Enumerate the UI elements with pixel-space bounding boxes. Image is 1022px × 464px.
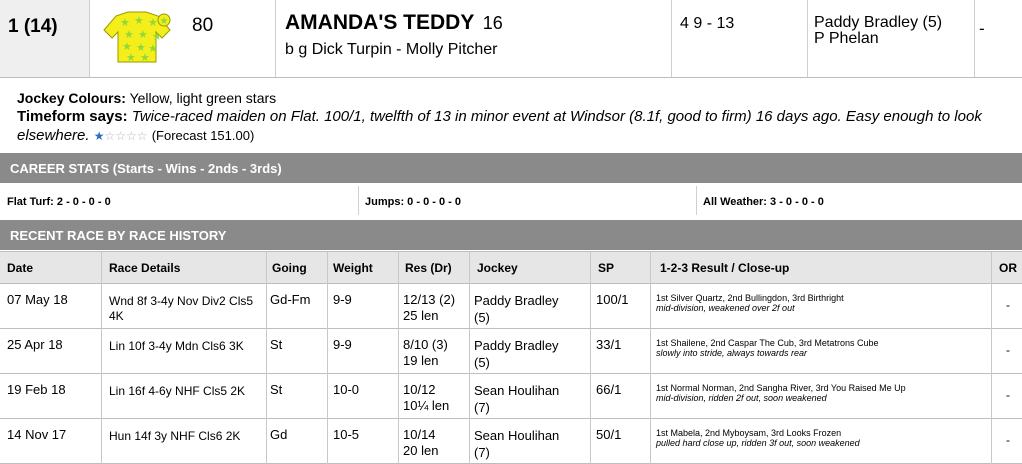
timeform-text: Twice-raced maiden on Flat. 100/1, twelfth of 13 in minor event at Windsor (8.1f, good to firm) 16 days ago. Easy enough to look elsewhere. [17, 108, 982, 144]
col-jockey: Jockey [477, 261, 518, 275]
going: St [270, 382, 283, 397]
jockey-name: Sean Houlihan [474, 428, 560, 443]
horse-age: 16 [482, 13, 503, 33]
divider [650, 251, 651, 464]
colours-value: Yellow, light green stars [129, 90, 277, 106]
svg-text:★: ★ [120, 16, 130, 29]
svg-text:★: ★ [148, 16, 158, 29]
career-stats-header: CAREER STATS (Starts - Wins - 2nds - 3rds) [0, 153, 1022, 183]
race-date: 19 Feb 18 [7, 382, 66, 397]
svg-text:★: ★ [126, 51, 136, 64]
svg-text:★: ★ [152, 30, 162, 43]
starting-price: 66/1 [596, 382, 622, 397]
result-draw [403, 382, 449, 414]
star-icon-empty: ☆☆☆☆ [104, 129, 148, 143]
divider [590, 251, 591, 464]
beaten-distance: 19 len [403, 353, 439, 368]
official-rating: - [1006, 433, 1010, 447]
svg-text:★: ★ [148, 42, 158, 55]
extra-value: - [974, 0, 1022, 77]
timeform-comment [17, 107, 1010, 146]
close-up-comment: slowly into stride, always towards rear [656, 348, 808, 358]
beaten-distance: 10¼ len [403, 398, 450, 413]
result-draw [403, 337, 448, 369]
close-up-comment: mid-division, ridden 2f out, soon weakened [656, 393, 827, 403]
placings: 1st Silver Quartz, 2nd Bullingdon, 3rd Birthright [656, 293, 844, 303]
timeform-label: Timeform says: [17, 108, 128, 125]
official-rating: - [1006, 298, 1010, 312]
result-closeup [656, 383, 906, 403]
weight: 9-9 [333, 292, 352, 307]
divider [469, 251, 470, 464]
form-figures: 4 9 - 13 [672, 0, 808, 77]
official-rating: - [1006, 388, 1010, 402]
svg-text:★: ★ [134, 14, 144, 27]
result-draw [403, 292, 455, 324]
result-closeup [656, 428, 860, 448]
race-date: 25 Apr 18 [7, 337, 63, 352]
starting-price: 33/1 [596, 337, 622, 352]
table-row[interactable] [0, 419, 1022, 464]
svg-text:★: ★ [136, 41, 146, 54]
beaten-distance: 20 len [403, 443, 439, 458]
divider [101, 251, 102, 464]
divider [991, 251, 992, 464]
svg-text:★: ★ [122, 40, 132, 53]
jockey-name[interactable]: Paddy Bradley (5) [814, 14, 943, 31]
close-up-comment: mid-division, weakened over 2f out [656, 303, 795, 313]
finish-draw: 10/14 [403, 427, 436, 442]
finish-draw: 8/10 (3) [403, 337, 448, 352]
colours-label: Jockey Colours: [17, 90, 126, 106]
col-date: Date [7, 261, 34, 275]
starting-price: 100/1 [596, 292, 629, 307]
col-weight: Weight [333, 261, 373, 275]
jumps-stats: Jumps: 0 - 0 - 0 - 0 [365, 196, 461, 208]
horse-name[interactable]: AMANDA'S TEDDY [285, 11, 475, 34]
result-closeup [656, 293, 844, 313]
career-stats [0, 186, 1022, 215]
jockey-name: Sean Houlihan [474, 383, 560, 398]
table-row[interactable] [0, 329, 1022, 374]
forecast-price: (Forecast 151.00) [151, 128, 255, 143]
finish-draw: 10/12 [403, 382, 436, 397]
svg-text:★: ★ [140, 51, 150, 64]
result-closeup [656, 338, 878, 358]
race-details[interactable]: Wnd 8f 3-4y Nov Div2 Cls5 4K [109, 294, 254, 323]
race-date: 14 Nov 17 [7, 427, 67, 442]
race-details[interactable]: Lin 10f 3-4y Mdn Cls6 3K [109, 339, 244, 353]
weight: 9-9 [333, 337, 352, 352]
going: Gd-Fm [270, 292, 311, 307]
jockey-name: Paddy Bradley [474, 293, 559, 308]
result-draw [403, 427, 438, 459]
finish-draw: 12/13 (2) [403, 292, 456, 307]
jockey-silks [90, 0, 178, 77]
going: Gd [270, 427, 288, 442]
flat-turf-stats: Flat Turf: 2 - 0 - 0 - 0 [7, 196, 111, 208]
divider [398, 251, 399, 464]
all-weather-stats: All Weather: 3 - 0 - 0 - 0 [703, 196, 824, 208]
official-rating: 80 [178, 0, 276, 77]
jockey-name: Paddy Bradley [474, 338, 559, 353]
placings: 1st Shailene, 2nd Caspar The Cub, 3rd Metatrons Cube [656, 338, 879, 348]
col-result: Res (Dr) [405, 261, 452, 275]
col-or: OR [999, 261, 1017, 275]
starting-price: 50/1 [596, 427, 622, 442]
jockey-claim: (5) [474, 355, 490, 370]
finish-position: 1 (14) [0, 0, 90, 77]
jockey-claim: (7) [474, 400, 490, 415]
weight: 10-0 [333, 382, 360, 397]
placings: 1st Mabela, 2nd Myboysam, 3rd Looks Frozen [656, 428, 842, 438]
silks-icon [102, 10, 172, 66]
col-race-details: Race Details [109, 261, 181, 275]
race-history-header: RECENT RACE BY RACE HISTORY [0, 220, 1022, 250]
official-rating: - [1006, 343, 1010, 357]
weight: 10-5 [333, 427, 360, 442]
race-date: 07 May 18 [7, 292, 68, 307]
star-rating [94, 129, 148, 143]
jockey-claim: (7) [474, 445, 490, 460]
race-details[interactable]: Hun 14f 3y NHF Cls6 2K [109, 429, 241, 443]
jockey[interactable] [474, 382, 559, 416]
table-row[interactable] [0, 374, 1022, 419]
horse-info [276, 0, 672, 77]
svg-text:★: ★ [124, 28, 134, 41]
col-closeup: 1-2-3 Result / Close-up [660, 261, 790, 275]
jockey[interactable] [474, 427, 559, 461]
close-up-comment: pulled hard close up, ridden 3f out, soon weakened [656, 438, 860, 448]
trainer-name[interactable]: P Phelan [814, 30, 879, 47]
jockey-claim: (5) [474, 310, 490, 325]
comments-block [0, 78, 1010, 146]
svg-text:★: ★ [138, 28, 148, 41]
divider [327, 251, 328, 464]
race-details[interactable]: Lin 16f 4-6y NHF Cls5 2K [109, 384, 246, 398]
col-sp: SP [598, 261, 615, 275]
jockey-colours [17, 90, 1010, 106]
svg-text:★: ★ [159, 16, 169, 27]
horse-breeding: b g Dick Turpin - Molly Pitcher [285, 41, 498, 58]
jockey-trainer [808, 0, 974, 77]
table-row[interactable] [0, 284, 1022, 329]
divider [696, 186, 697, 215]
col-going: Going [272, 261, 307, 275]
placings: 1st Normal Norman, 2nd Sangha River, 3rd You Raised Me Up [656, 383, 906, 393]
jockey[interactable] [474, 337, 559, 371]
star-icon-filled: ★ [93, 129, 105, 143]
divider [266, 251, 267, 464]
history-table-header [0, 251, 1022, 284]
beaten-distance: 25 len [403, 308, 439, 323]
runner-row [0, 0, 1022, 78]
divider [358, 186, 359, 215]
going: St [270, 337, 283, 352]
jockey[interactable] [474, 292, 559, 326]
